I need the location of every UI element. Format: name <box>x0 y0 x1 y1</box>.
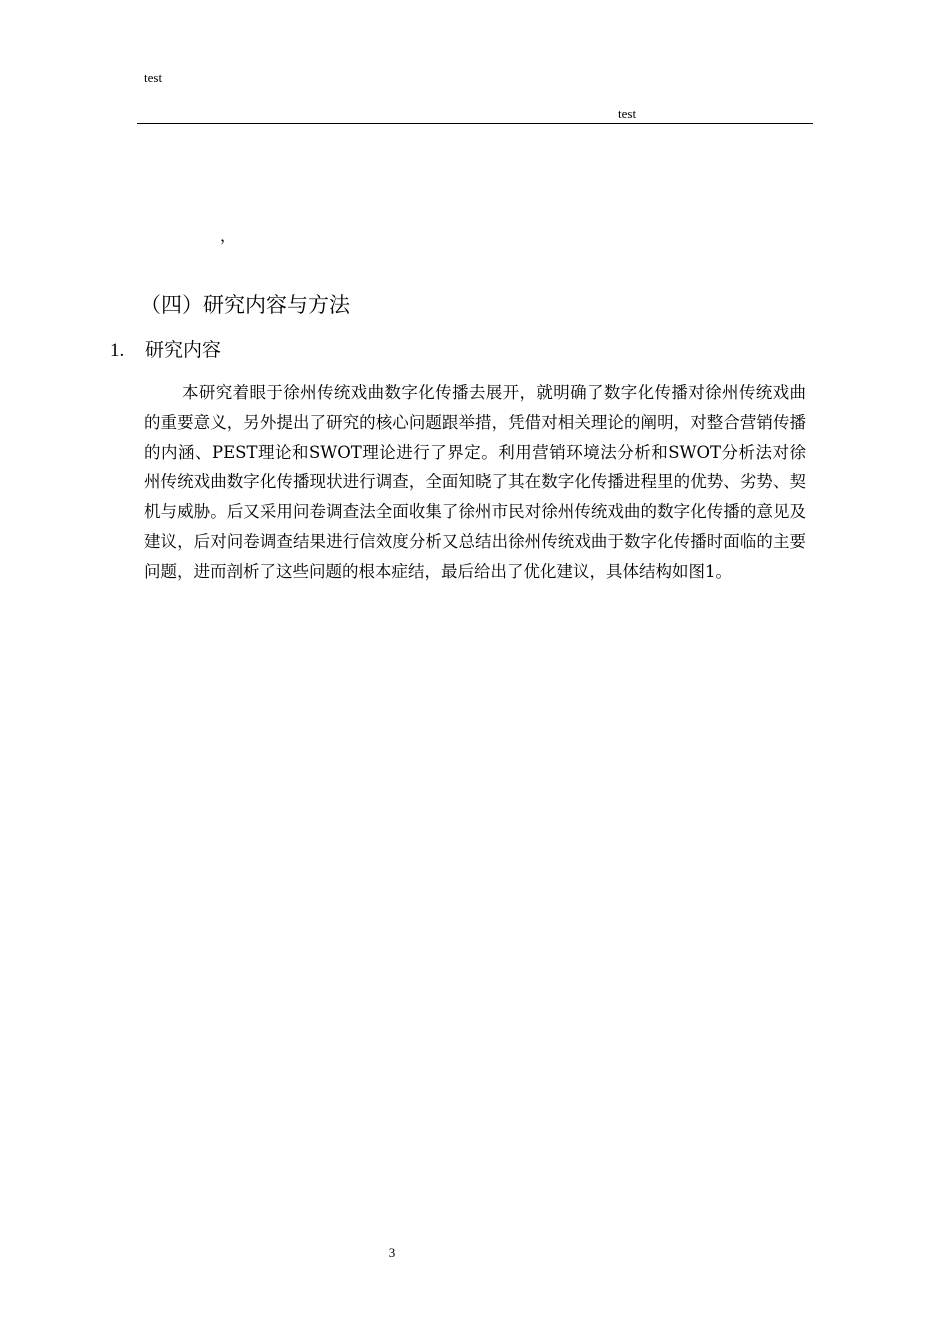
subsection-number: 1. <box>110 340 125 361</box>
header-divider <box>137 123 813 124</box>
header-left-text: test <box>144 70 163 85</box>
section-heading: （四）研究内容与方法 <box>140 293 350 317</box>
subsection-heading <box>110 336 221 365</box>
header-right-text: test <box>618 106 637 121</box>
subsection-title: 研究内容 <box>145 339 222 361</box>
stray-punctuation: ， <box>220 226 237 245</box>
page-number: 3 <box>388 1245 396 1260</box>
body-paragraph: 本研究着眼于徐州传统戏曲数字化传播去展开，就明确了数字化传播对徐州传统戏曲的重要意义，另外提出了研究的核心问题跟举措，凭借对相关理论的阐明，对整合营销传播的内涵、PEST理论和SWOT理论进行了界定。利用营销环境法分析和SWOT分析法对徐州传统戏曲数字化传播现状进行调查，全面知晓了其在数字化传播进程里的优势、劣势、契机与威胁。后又采用问卷调查法全面收集了徐州市民对徐州传统戏曲的数字化传播的意见及建议，后对问卷调查结果进行信效度分析又总结出徐州传统戏曲于数字化传播时面临的主要问题，进而剖析了这些问题的根本症结，最后给出了优化建议，具体结构如图1。 <box>144 383 806 581</box>
